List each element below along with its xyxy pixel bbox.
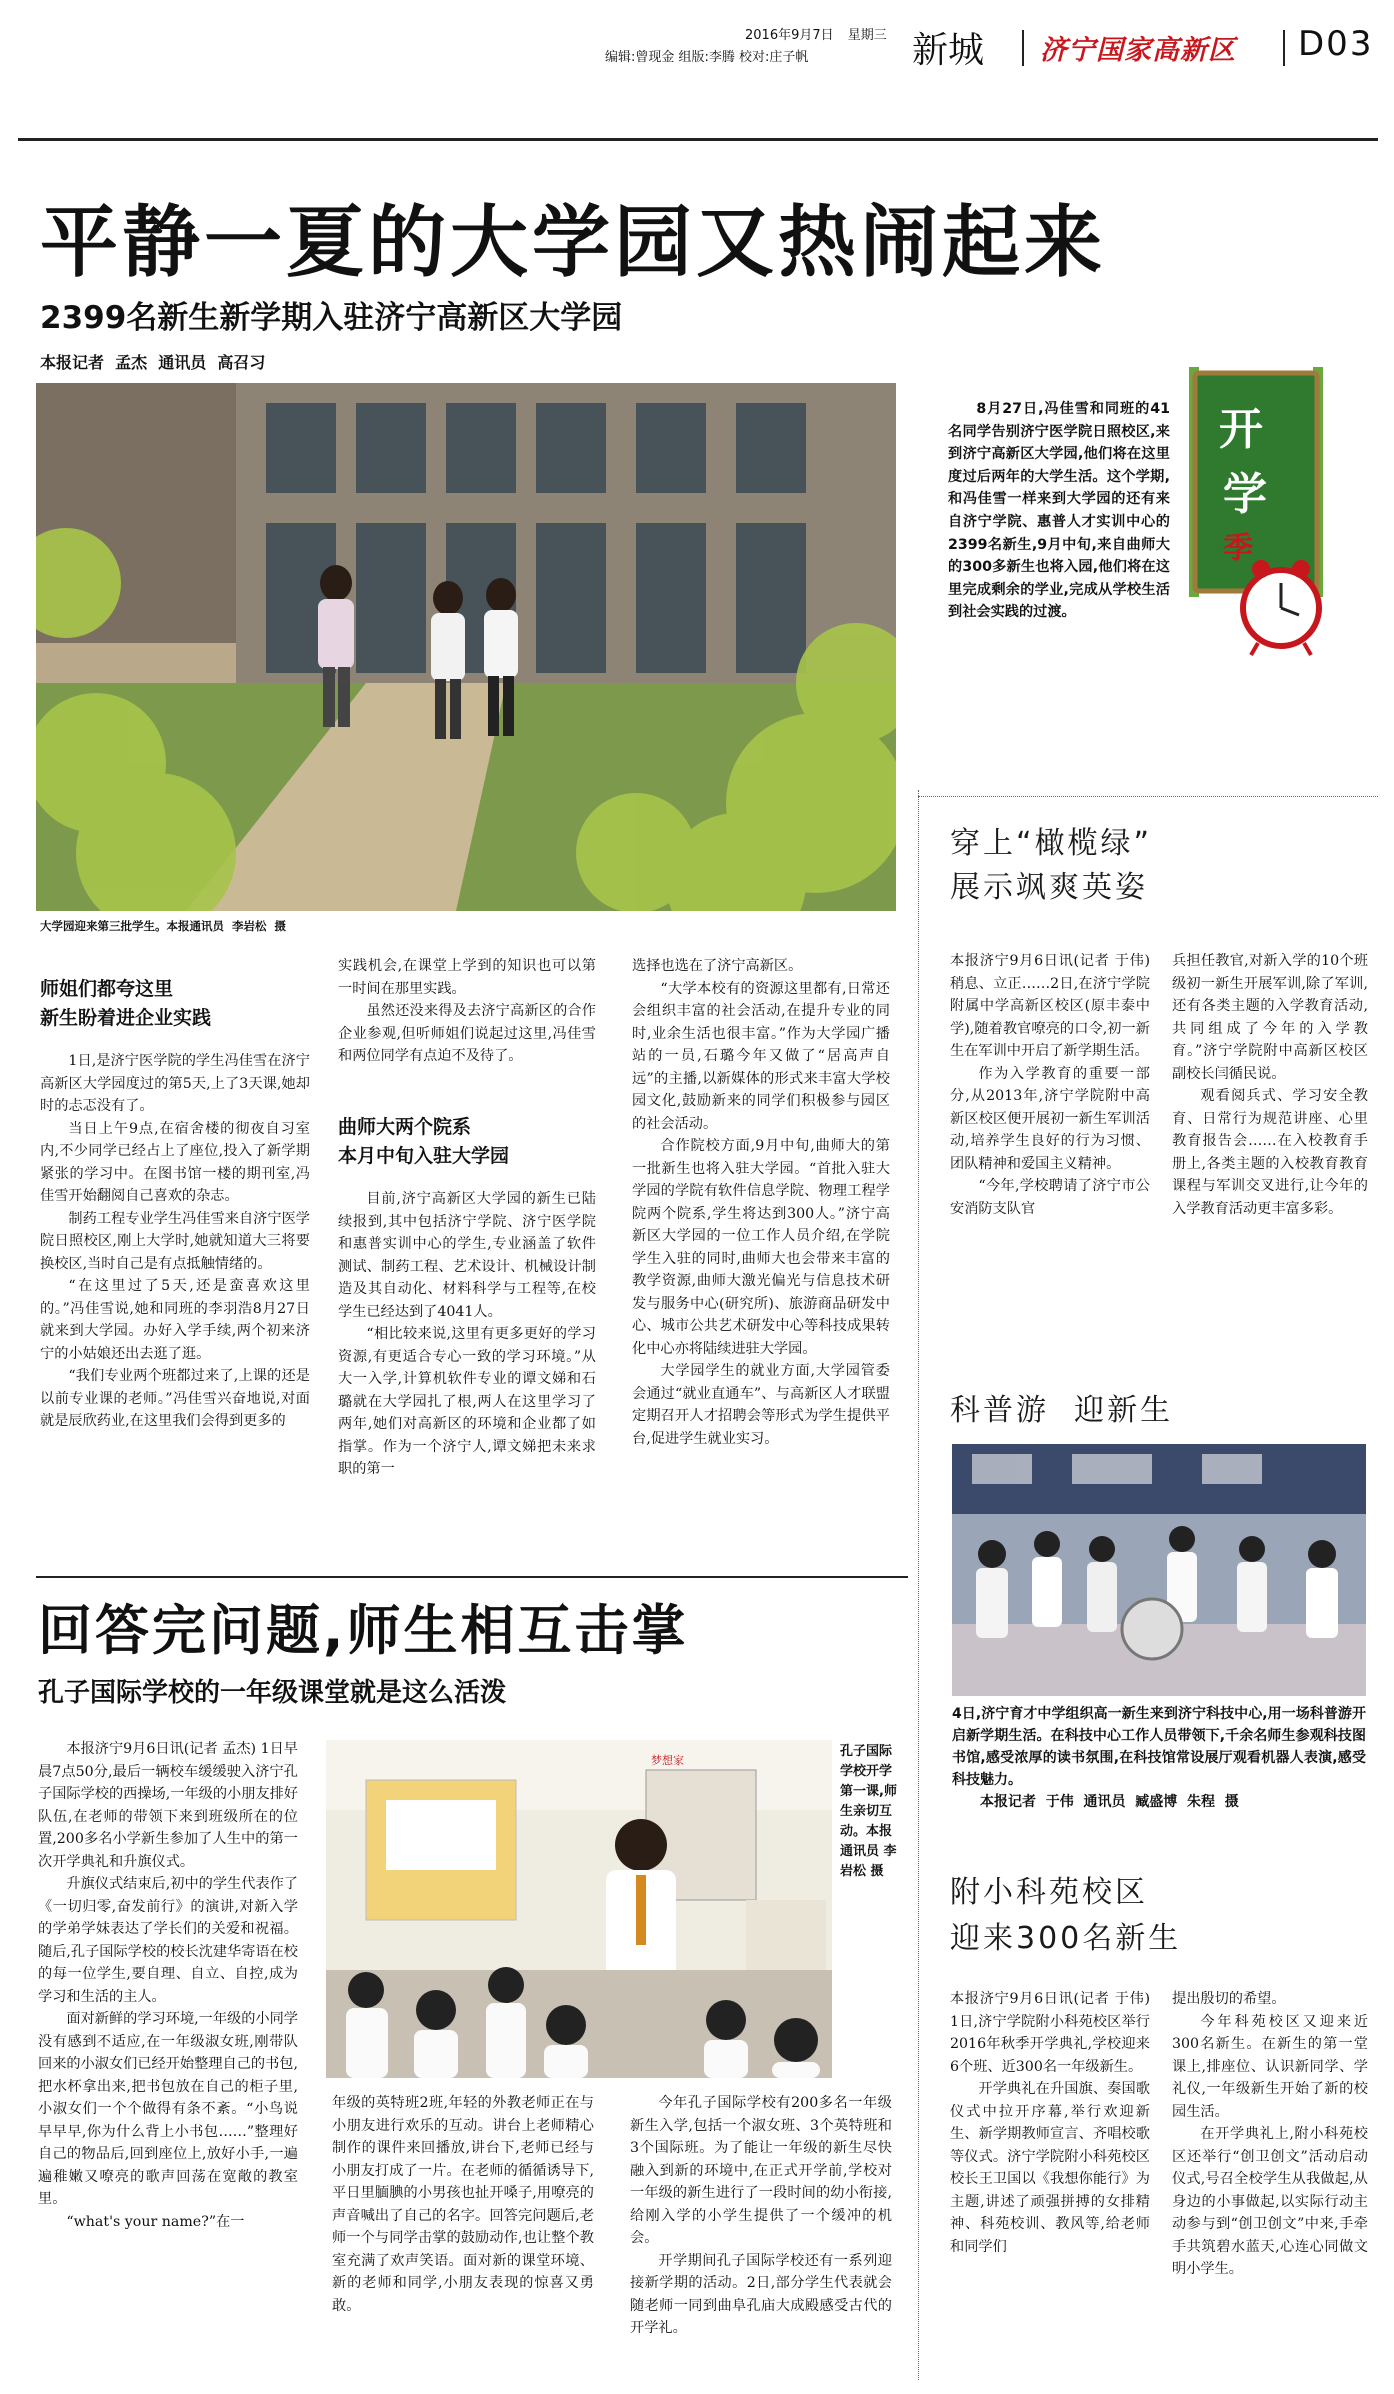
story5-heading-line2: 迎来300名新生 [950, 1921, 1182, 1956]
story2-para: 升旗仪式结束后,初中的学生代表作了《一切归零,奋发前行》的演讲,对新入学的学弟学妹表达了学长们的关爱和祝福。随后,孔子国际学校的校长沈建华寄语在校的每一位学生,要自理、自立、自控,成为学习和生活的主人。 [38, 1876, 298, 2005]
story2-para: 面对新鲜的学习环境,一年级的小同学没有感到不适应,在一年级淑女班,刚带队回来的小淑女们已经开始整理自己的书包,把水杯拿出来,把书包放在自己的柜子里,小淑女们一个个做得有条不紊。“小鸟说早早早,你为什么背上小书包……”整理好自己的物品后,回到座位上,放好小手,一遍遍稚嫩又嘹亮的歌声回荡在宽敞的教室里。 [38, 2011, 298, 2207]
main-byline: 本报记者 孟杰 通讯员 高召习 [40, 353, 266, 372]
story2-photo [326, 1740, 832, 2078]
main-col3-para: 选择也选在了济宁高新区。 [632, 958, 803, 974]
story4-heading: 科普游 迎新生 [950, 1393, 1174, 1428]
header-editors: 编辑:曾现金 组版:李腾 校对:庄子帆 [605, 50, 809, 65]
story5-para: 提出殷切的希望。 [1172, 1991, 1286, 2007]
header-divider-1 [1022, 30, 1024, 66]
story2-subheadline: 孔子国际学校的一年级课堂就是这么活泼 [38, 1678, 507, 1708]
story3-column-1 [950, 950, 1150, 1350]
badge-char-2: 学 [1223, 469, 1267, 520]
header-rule [18, 138, 1378, 141]
story3-column-2 [1172, 950, 1368, 1330]
story5-para: 在开学典礼上,附小科苑校区还举行“创卫创文”活动启动仪式,号召全校学生从我做起,从身边的小事做起,以实际行动主动参与到“创卫创文”中来,手牵手共筑碧水蓝天,心连心同做文明小学生。 [1172, 2126, 1368, 2277]
story3-heading-line1: 穿上“橄榄绿” [950, 826, 1153, 861]
main-col1-para: 当日上午9点,在宿舍楼的彻夜自习室内,不少同学已经占上了座位,投入了新学期紧张的学习中。在图书馆一楼的期刊室,冯佳雪开始翻阅自己喜欢的杂志。 [40, 1120, 310, 1204]
header-section: 新城 [912, 30, 985, 71]
story2-headline: 回答完问题,师生相互击掌 [38, 1599, 689, 1662]
story2-para: 年级的英特班2班,年轻的外教老师正在与小朋友进行欢乐的互动。讲台上老师精心制作的课件来回播放,讲台下,老师已经与小朋友打成了一片。在老师的循循诱导下,平日里腼腆的小男孩也扯开嗓子,用嘹亮的声音喊出了自己的名字。回答完问题后,老师一个与同学击掌的鼓励动作,也让整个教室充满了欢声笑语。面对新的课堂环境、新的老师和同学,小朋友表现的惊喜又勇敢。 [332, 2095, 594, 2314]
main-col3-para: 合作院校方面,9月中旬,曲师大的第一批新生也将入驻大学园。“首批入驻大学园的学院有软件信息学院、物理工程学院两个院系,学生将达到300人。”济宁高新区大学园的一位工作人员介绍,在学院学生入驻的同时,曲师大也会带来丰富的教学资源,曲师大激光偏光与信息技术研发与服务中心(研究所)、旅游商品研发中心、城市公共艺术研发中心等科技成果转化中心亦将陆续进驻大学园。 [632, 1138, 890, 1357]
story2-column-1 [38, 1738, 298, 2383]
story5-para: 今年科苑校区又迎来近300名新生。在新生的第一堂课上,排座位、认识新同学、学礼仪,一年级新生开始了新的校园生活。 [1172, 2013, 1368, 2120]
main-col1-para: “我们专业两个班都过来了,上课的还是以前专业课的老师。”冯佳雪兴奋地说,对面就是辰欣药业,在这里我们会得到更多的 [40, 1368, 310, 1429]
header-brand: 济宁国家高新区 [1040, 35, 1236, 66]
story5-para: 本报济宁9月6日讯(记者 于伟) 1日,济宁学院附小科苑校区举行2016年秋季开学典礼,学校迎来6个班、近300名一年级新生。 [950, 1991, 1150, 2075]
story4-caption [952, 1703, 1366, 1813]
main-column-1 [40, 1050, 310, 1540]
story2-photo-caption [840, 1742, 900, 1882]
story3-heading-line2: 展示飒爽英姿 [950, 870, 1148, 905]
header-divider-2 [1283, 30, 1285, 66]
story3-heading [950, 822, 1152, 910]
main-col1-para: 1日,是济宁医学院的学生冯佳雪在济宁高新区大学园度过的第5天,上了3天课,她却时的忐忑没有了。 [40, 1053, 310, 1114]
main-lead-paragraph [948, 398, 1170, 624]
main-col2-para: 虽然还没来得及去济宁高新区的合作企业参观,但听师姐们说起过这里,冯佳雪和两位同学有点迫不及待了。 [338, 1003, 596, 1064]
main-column-2a [338, 955, 596, 1068]
section2-heading-line2: 本月中旬入驻大学园 [338, 1145, 510, 1167]
story4-caption-text: 4日,济宁育才中学组织高一新生来到济宁科技中心,用一场科普游开启新学期生活。在科技中心工作人员带领下,千余名师生参观科技图书馆,感受浓厚的读书氛围,在科技馆常设展厅观看机器人表演,感受科技魅力。 [952, 1706, 1366, 1788]
main-col1-para: 制药工程专业学生冯佳雪来自济宁医学院日照校区,刚上大学时,她就知道大三将要换校区,当时自己是有点抵触情绪的。 [40, 1210, 310, 1272]
main-col3-para: 大学园学生的就业方面,大学园管委会通过“就业直通车”、与高新区人才联盟定期召开人才招聘会等形式为学生提供平台,促进学生就业实习。 [632, 1363, 890, 1447]
story2-para: 今年孔子国际学校有200多名一年级新生入学,包括一个淑女班、3个英特班和3个国际班。为了能让一年级的新生尽快融入到新的环境中,在正式开学前,学校对一年级的新生进行了一段时间的幼小衔接,给刚入学的小学生提供了一个缓冲的机会。 [630, 2095, 892, 2246]
story2-column-3 [630, 2092, 892, 2382]
header-weekday: 星期三 [847, 28, 887, 43]
story5-para: 开学典礼在升国旗、奏国歌仪式中拉开序幕,举行欢迎新生、新学期教师宣言、齐唱校歌等仪式。济宁学院附小科苑校区校长王卫国以《我想你能行》为主题,讲述了顽强拼搏的女排精神、科苑校训、教风等,给老师和同学们 [950, 2081, 1150, 2255]
story3-para: 兵担任教官,对新入学的10个班级初一新生开展军训,除了军训,还有各类主题的入学教育活动,共同组成了今年的入学教育。”济宁学院附中高新区校区副校长闫循民说。 [1172, 953, 1368, 1082]
story3-para: “今年,学校聘请了济宁市公安消防支队官 [950, 1178, 1150, 1217]
back-to-school-badge [1183, 363, 1328, 661]
story2-column-2 [332, 2092, 594, 2382]
section1-heading [40, 975, 340, 1033]
main-col2-para: “相比较来说,这里有更多更好的学习资源,有更适合专心一致的学习环境。”从大一入学,计算机软件专业的谭文娣和石璐就在大学园扎了根,两人在这里学习了两年,她们对高新区的环境和企业都了如指掌。作为一个济宁人,谭文娣把未来求职的第一 [338, 1326, 596, 1477]
right-column-divider [918, 790, 919, 2380]
main-col3-para: “大学本校有的资源这里都有,日常还会组织丰富的社会活动,在提升专业的同时,业余生活也很丰富。”作为大学园广播站的一员,石璐今年又做了“居高声自远”的主播,以新媒体的形式来丰富大学校园文化,鼓励新来的同学们积极参与园区的社会活动。 [632, 980, 890, 1132]
main-subheadline: 2399名新生新学期入驻济宁高新区大学园 [40, 300, 623, 336]
section1-heading-line2: 新生盼着进企业实践 [40, 1007, 212, 1029]
main-lead-text: 8月27日,冯佳雪和同班的41名同学告别济宁医学院日照校区,来到济宁高新区大学园,他们将在这里度过后两年的大学生活。这个学期,和冯佳雪一样来到大学园的还有来自济宁学院、惠普人才实训中心的2399名新生,9月中旬,来自曲师大的300多新生也将入园,他们将在这里完成剩余的学业,完成从学校生活到社会实践的过渡。 [948, 401, 1170, 621]
story2-top-rule [36, 1576, 908, 1578]
story2-photo-caption-text: 孔子国际学校开学第一课,师生亲切互动。本报通讯员 李岩松 摄 [840, 1744, 897, 1879]
right-column-top-divider [918, 796, 1378, 797]
story4-photo [952, 1444, 1366, 1696]
main-col1-para: “在这里过了5天,还是蛮喜欢这里的。”冯佳雪说,她和同班的李羽浩8月27日就来到大学园。办好入学手续,两个初来济宁的小姑娘还出去逛了逛。 [40, 1278, 310, 1362]
campus-photo-illustration [36, 383, 896, 911]
story3-para: 观看阅兵式、学习安全教育、日常行为规范讲座、心里教育报告会……在入校教育手册上,各类主题的入校教育教育课程与军训交叉进行,让今年的入学教育活动更丰富多彩。 [1172, 1088, 1368, 1217]
main-column-2b [338, 1188, 596, 1548]
science-center-photo-illustration [952, 1444, 1366, 1696]
main-photo [36, 383, 896, 911]
header-date-text: 2016年9月7日 [745, 28, 834, 43]
main-col2-para: 实践机会,在课堂上学到的知识也可以第一时间在那里实践。 [338, 958, 596, 997]
story3-para: 作为入学教育的重要一部分,从2013年,济宁学院附中高新区校区便开展初一新生军训活动,培养学生良好的行为习惯、团队精神和爱国主义精神。 [950, 1065, 1150, 1172]
story2-para: 本报济宁9月6日讯(记者 孟杰) 1日早晨7点50分,最后一辆校车缓缓驶入济宁孔子国际学校的西操场,一年级的小朋友排好队伍,在老师的带领下来到班级所在的位置,200多名小学新生参加了人生中的第一次开学典礼和升旗仪式。 [38, 1741, 298, 1870]
story5-column-1 [950, 1988, 1150, 2378]
story2-para: 开学期间孔子国际学校还有一系列迎接新学期的活动。2日,部分学生代表就会随老师一同到曲阜孔庙大成殿感受古代的开学礼。 [630, 2252, 892, 2336]
main-headline: 平静一夏的大学园又热闹起来 [40, 198, 1107, 288]
main-column-3 [632, 955, 890, 1545]
classroom-board-sign: 梦想家 [651, 1754, 684, 1767]
main-col2-para: 目前,济宁高新区大学园的新生已陆续报到,其中包括济宁学院、济宁医学院和惠普实训中心的学生,专业涵盖了软件测试、制药工程、艺术设计、机械设计制造及其自动化、材料科学与工程等,在校学生已经达到了4041人。 [338, 1191, 596, 1320]
story3-para: 本报济宁9月6日讯(记者 于伟) 稍息、立正……2日,在济宁学院附属中学高新区校区(原丰泰中学),随着教官嘹亮的口令,初一新生在军训中开启了新学期生活。 [950, 953, 1150, 1059]
story4-credit: 本报记者 于伟 通讯员 臧盛博 朱程 摄 [980, 1794, 1239, 1810]
story2-para: “what's your name?”在一 [66, 2213, 245, 2230]
badge-char-3: 季 [1223, 531, 1253, 566]
section1-heading-line1: 师姐们都夸这里 [40, 978, 174, 1000]
main-photo-caption: 大学园迎来第三批学生。本报通讯员 李岩松 摄 [40, 919, 287, 933]
header-date [745, 24, 887, 43]
section2-heading-line1: 曲师大两个院系 [338, 1116, 472, 1138]
story5-column-2 [1172, 1988, 1368, 2378]
badge-char-1: 开 [1219, 404, 1263, 455]
header-page-number: D03 [1298, 24, 1374, 64]
classroom-photo-illustration [326, 1740, 832, 2078]
story5-heading-line1: 附小科苑校区 [950, 1875, 1148, 1910]
section2-heading [338, 1113, 596, 1171]
story5-heading [950, 1870, 1181, 1962]
